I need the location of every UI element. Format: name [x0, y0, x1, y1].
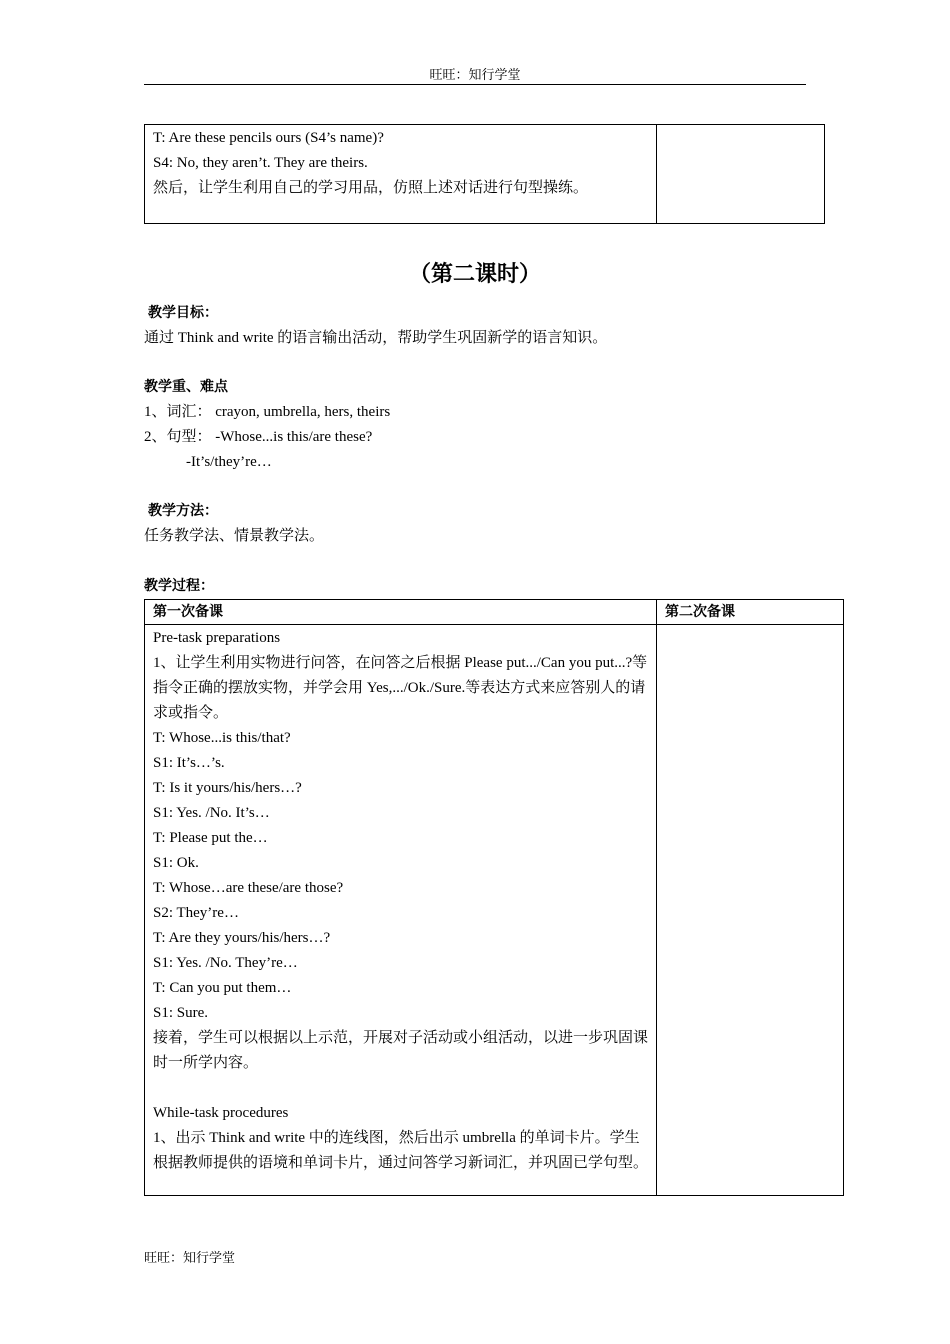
first-prep-header: 第一次备课 [145, 600, 657, 625]
pattern-line: 2、句型： -Whose...is this/are these? [144, 429, 373, 445]
dialogue-line: S2: They’re… [153, 905, 239, 921]
first-prep-content [145, 625, 657, 1196]
dialogue-line: S1: Yes. /No. They’re… [153, 955, 298, 971]
dialogue-line: T: Whose…are these/are those? [153, 880, 344, 896]
page-header: 旺旺：知行学堂 [144, 66, 806, 85]
dialogue-line: T: Are they yours/his/hers…? [153, 930, 331, 946]
dialogue-line: S1: It’s…’s. [153, 755, 225, 771]
key-points-heading: 教学重、难点 [144, 379, 228, 395]
key-points-section [144, 375, 844, 475]
second-prep-header: 第二次备课 [657, 600, 844, 625]
objectives-text: 通过 Think and write 的语言输出活动，帮助学生巩固新学的语言知识。 [144, 330, 608, 346]
while-task-text: 1、出示 Think and write 中的连线图，然后出示 umbrella 的单词卡片。学生根据教师提供的语境和单词卡片，通过问答学习新词汇，并巩固已学句型。 [153, 1130, 649, 1171]
methods-text: 任务教学法、情景教学法。 [144, 528, 325, 544]
pre-task-title: Pre-task preparations [153, 630, 281, 646]
instruction-line: 然后，让学生利用自己的学习用品，仿照上述对话进行句型操练。 [153, 180, 589, 196]
objectives-heading: 教学目标： [148, 305, 218, 321]
dialogue-line: S1: Sure. [153, 1005, 209, 1021]
dialogue-line: S1: Yes. /No. It’s… [153, 805, 270, 821]
pre-task-intro: 1、让学生利用实物进行问答，在问答之后根据 Please put.../Can you put...?等指令正确的摆放实物，并学会用 Yes,.../Ok./Sure.等表达方式来应答别人的请求或指令。 [153, 655, 648, 721]
paragraph-spacer [153, 1076, 648, 1101]
methods-heading: 教学方法： [148, 503, 218, 519]
continued-table [144, 124, 825, 224]
dialogue-line: T: Can you put them… [153, 980, 292, 996]
dialogue-line: T: Whose...is this/that? [153, 730, 291, 746]
pre-task-outro: 接着，学生可以根据以上示范，开展对子活动或小组活动，以进一步巩固课时一所学内容。 [153, 1030, 649, 1071]
methods-section [144, 499, 844, 549]
process-table [144, 599, 844, 1196]
while-task-title: While-task procedures [153, 1105, 289, 1121]
continued-cell-main [145, 125, 657, 224]
continued-cell-notes [657, 125, 825, 224]
section-title: （第二课时） [408, 262, 541, 287]
page-footer: 旺旺：知行学堂 [144, 1250, 236, 1265]
dialogue-line: T: Are these pencils ours (S4’s name)? [153, 130, 384, 146]
dialogue-line: S1: Ok. [153, 855, 199, 871]
vocab-line: 1、词汇： crayon, umbrella, hers, theirs [144, 404, 391, 420]
pattern-line-2: -It’s/they’re… [186, 454, 272, 470]
process-heading: 教学过程： [144, 578, 214, 594]
dialogue-line: T: Please put the… [153, 830, 268, 846]
dialogue-line: S4: No, they aren’t. They are theirs. [153, 155, 368, 171]
process-heading-block [144, 574, 844, 599]
objectives-section [144, 301, 844, 351]
dialogue-line: T: Is it yours/his/hers…? [153, 780, 302, 796]
second-prep-content [657, 625, 844, 1196]
